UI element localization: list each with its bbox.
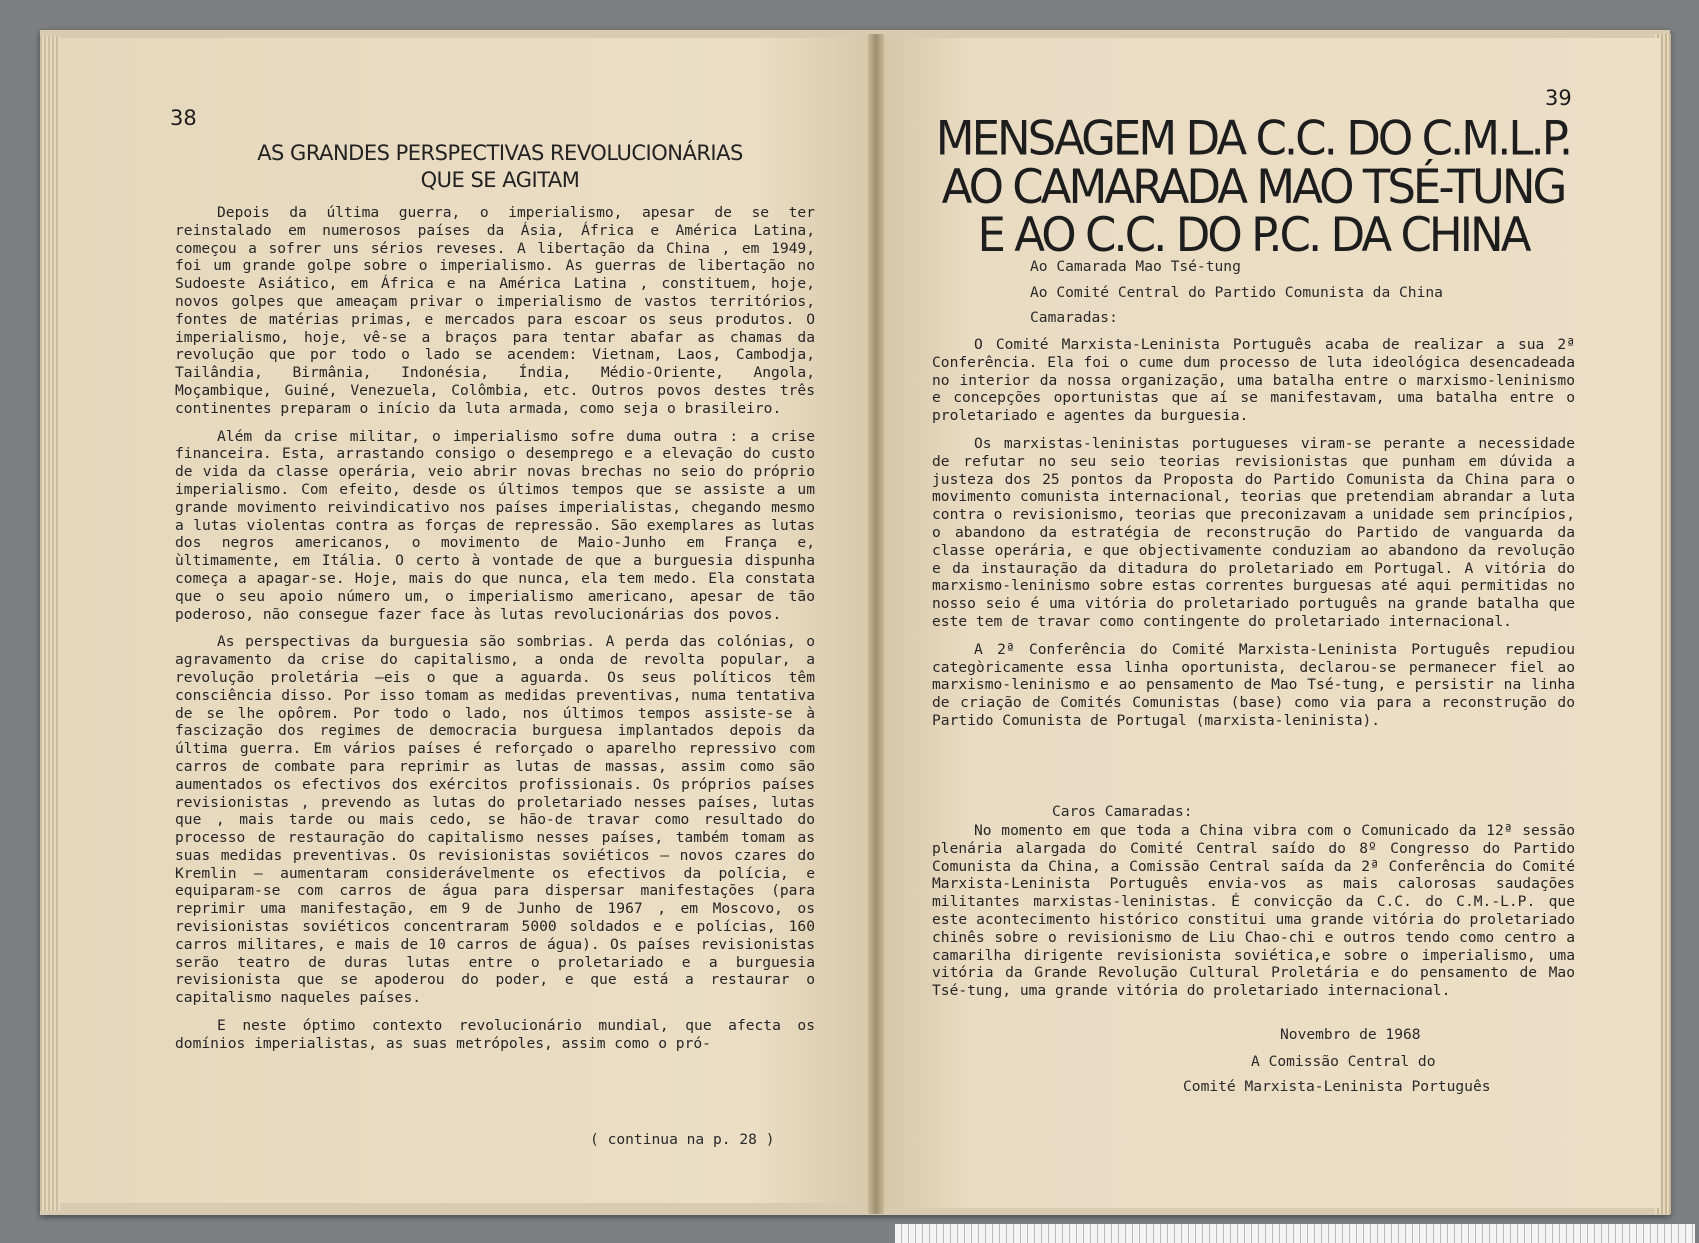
- salutation-camaradas: Camaradas:: [1030, 309, 1118, 326]
- right-title-line-1: MENSAGEM DA C.C. DO C.M.L.P.: [935, 110, 1571, 166]
- left-paragraph-2: Além da crise militar, o imperialismo sofre duma outra : a crise financeira. Esta, arrastando consigo o desemprego e a elevação do custo de vida da classe operária, veio abrir novas brechas no seio do próprio imperialismo. Com efeito, desde os últimos tempos que se assiste a um grande movimento reivindicativo nos países imperialistas, chegando mesmo a lutas violentas contra as forças de repressão. São exemplares as lutas dos negros americanos, o movimento de Maio-Junho em França e, ùltimamente, em Itália. O certo à vontade de que a burguesia dispunha começa a apagar-se. Hoje, mais do que nunca, ela tem medo. Ela constata que o seu apoio número um, o imperialismo americano, apesar de tão poderoso, não consegue fazer face às lutas revolucionárias dos povos.: [175, 427, 815, 623]
- right-final-paragraph: No momento em que toda a China vibra com o Comunicado da 12ª sessão plenária alargada do Comité Central saído do 8º Congresso do Partido Comunista da China, a Comissão Central saída da 2ª Conferência do Comité Marxista-Leninista Português envia-vos as mais calorosas saudações militantes marxistas-leninistas. É convicção da C.C. do C.M.-L.P. que este acontecimento histórico constitui uma grande vitória do proletariado chinês sobre o revisionismo de Liu Chao-chi e outros tendo como centro a camarilha dirigente revisionista soviética,e sobre o imperialismo, uma vitória da Grande Revolução Cultural Proletária e do pensamento de Mao Tsé-tung, uma grande vitória do proletariado internacional.: [932, 822, 1575, 1000]
- binding-gutter: [868, 34, 884, 1214]
- left-paragraph-4: E neste óptimo contexto revolucionário mundial, que afecta os domínios imperialistas, as suas metrópoles, assim como o pró-: [175, 1017, 815, 1052]
- scale-ruler: [895, 1224, 1695, 1243]
- signature-line-1: A Comissão Central do: [1251, 1053, 1436, 1070]
- left-title-line-2: QUE SE AGITAM: [420, 168, 580, 192]
- signature-line-2: Comité Marxista-Leninista Português: [1183, 1078, 1491, 1095]
- salutation-mao: Ao Camarada Mao Tsé-tung: [1030, 258, 1241, 275]
- letter-date: Novembro de 1968: [1280, 1026, 1421, 1043]
- page-edges-left: [40, 36, 60, 1211]
- left-title-line-1: AS GRANDES PERSPECTIVAS REVOLUCIONÁRIAS: [257, 141, 743, 165]
- right-paragraph-3: A 2ª Conferência do Comité Marxista-Leninista Português repudiou categòricamente essa linha oportunista, declarou-se permanecer fiel ao marxismo-leninismo e ao pensamento de Mao Tsé-tung, e persistir na linha de criação de Comités Comunistas (base) como via para a reconstrução do Partido Comunista de Portugal (marxista-leninista).: [932, 640, 1575, 729]
- left-paragraph-3: As perspectivas da burguesia são sombrias. A perda das colónias, o agravamento da crise do capitalismo, a onda de revolta popular, a revolução proletária —eis o que a aguarda. Os seus políticos têm consciência disso. Por isso tomam as medidas preventivas, numa tentativa de se lhe opôrem. Por todo o lado, nos últimos tempos assiste-se à fascização dos regimes de democracia burguesa implantados depois da última guerra. Em vários países é reforçado o aparelho repressivo com carros de combate para reprimir as lutas de massas, assim como são aumentados os efectivos dos exércitos profissionais. Os próprios países revisionistas , prevendo as lutas do proletariado nesses países, lutas que , mais tarde ou mais cedo, se hão-de travar como resultado do processo de restauração do capitalismo nesses países, também tomam as suas medidas preventivas. Os revisionistas soviéticos — novos czares do Kremlin — aumentaram considerávelmente os efectivos da polícia, e equiparam-se com carros de água para dispersar manifestações (para reprimir uma manifestação, em 9 de Junho de 1967 , em Moscovo, os revisionistas soviéticos concentraram 5000 soldados e e polícias, 160 carros militares, e mais de 10 carros de água). Os países revisionistas serão teatro de duras lutas entre o proletariado e a burguesia revisionista que se apoderou do poder, e que está a restaurar o capitalismo naqueles países.: [175, 633, 815, 1007]
- left-article-body: [175, 204, 815, 1053]
- right-article-title: [928, 110, 1578, 263]
- right-article-body: [932, 336, 1575, 740]
- right-title-line-3: E AO C.C. DO P.C. DA CHINA: [977, 206, 1529, 263]
- greeting-caros-camaradas: Caros Camaradas:: [1052, 803, 1193, 820]
- right-paragraph-2: Os marxistas-leninistas portugueses viram-se perante a necessidade de refutar no seu seio teorias revisionistas que punham em dúvida a justeza dos 25 pontos da Proposta do Partido Comunista da China para o movimento comunista internacional, teorias que pretendiam abrandar a luta contra o revisionismo, teorias que preconizavam a unidade sem princípios, o abandono da estratégia de reconstrução do Partido de vanguarda da classe operária, e que objectivamente conduziam ao abandono da revolução e da instauração da ditadura do proletariado em Portugal. A vitória do marxismo-leninismo sobre estas correntes burguesas até aqui permitidas no nosso seio é uma vitória do proletariado português na grande batalha que este tem de travar como contingente do proletariado internacional.: [932, 434, 1575, 630]
- right-final-paragraph-block: [932, 822, 1575, 1010]
- left-article-title: [220, 140, 780, 194]
- right-paragraph-1: O Comité Marxista-Leninista Português acaba de realizar a sua 2ª Conferência. Ela foi o cume dum processo de luta ideológica desencadeada no interior da nossa organização, uma batalha entre o marxismo-leninismo e concepções oportunistas que aí se manifestavam, uma batalha entre o proletariado e agentes da burguesia.: [932, 336, 1575, 425]
- left-page-number: 38: [170, 106, 197, 130]
- right-page-number: 39: [1545, 86, 1572, 110]
- right-title-line-2: AO CAMARADA MAO TSÉ-TUNG: [941, 158, 1565, 215]
- left-paragraph-1: Depois da última guerra, o imperialismo, apesar de se ter reinstalado em numerosos países da Ásia, África e América Latina, começou a sofrer uns sérios reveses. A libertação da China , em 1949, foi um grande golpe sobre o imperialismo. As guerras de libertação no Sudoeste Asiático, em África e na América Latina , constituem, hoje, novos golpes que ameaçam privar o imperialismo de vastos territórios, fontes de matérias primas, e mercados para escoar os seus produtos. O imperialismo, hoje, vê-se a braços para tentar abafar as chamas da revolução que por todo o lado se acendem: Vietnam, Laos, Cambodja, Tailândia, Birmânia, Indonésia, Índia, Médio-Oriente, Angola, Moçambique, Guiné, Venezuela, Colômbia, etc. Outros povos destes três continentes preparam o início da luta armada, como seja o brasileiro.: [175, 204, 815, 417]
- salutation-cc: Ao Comité Central do Partido Comunista da China: [1030, 284, 1443, 301]
- continued-note: ( continua na p. 28 ): [590, 1131, 775, 1148]
